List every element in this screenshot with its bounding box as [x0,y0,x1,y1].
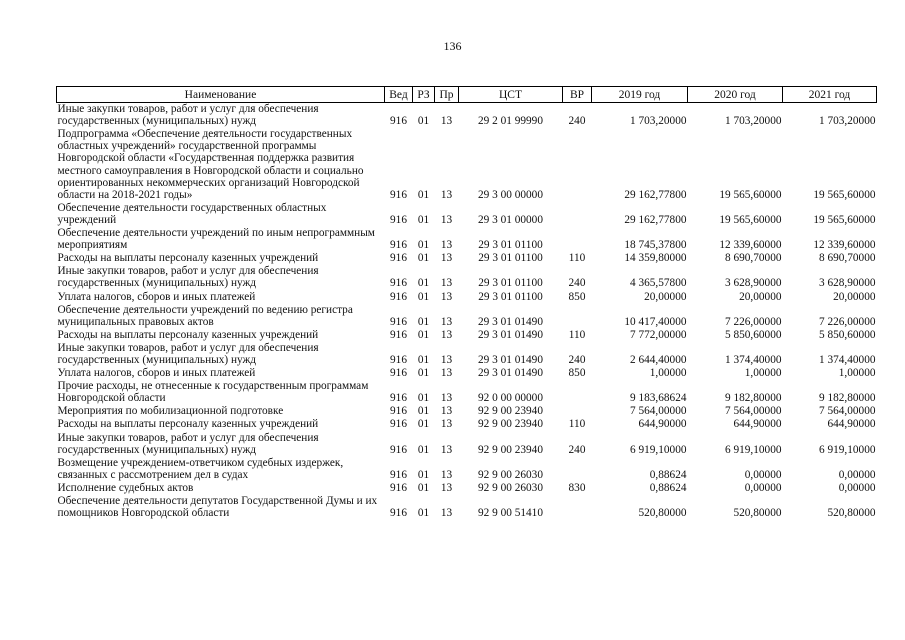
row-vr: 240 [568,115,586,128]
row-2019: 1,00000 [649,367,687,380]
row-pr: 13 [440,239,453,252]
row-2020: 1 703,20000 [725,115,782,128]
row-2019: 1 703,20000 [630,115,687,128]
row-2019: 644,90000 [638,418,687,431]
row-ved: 916 [390,252,407,265]
row-vr: 850 [568,367,586,380]
row-2020: 8 690,70000 [725,252,782,265]
row-rz: 01 [417,507,430,520]
row-vr [563,227,592,252]
row-ved: 916 [390,188,407,201]
table-row [57,367,877,380]
row-2020: 7 564,00000 [725,405,782,418]
row-2020: 3 628,90000 [725,277,782,290]
row-pr: 13 [440,418,453,431]
row-name: Мероприятия по мобилизационной подготовке [57,405,284,418]
row-rz: 01 [417,418,430,431]
header-vr: ВР [563,87,592,103]
row-ved: 916 [390,328,407,341]
header-name: Наименование [57,87,385,103]
row-name: Расходы на выплаты персоналу казенных учреждений [57,418,319,431]
row-rz: 01 [417,405,430,418]
header-2019: 2019 год [592,87,688,103]
row-2021: 0,00000 [838,481,876,494]
row-2021: 19 565,60000 [813,213,876,226]
row-2020: 7 226,00000 [725,315,782,328]
row-name: Расходы на выплаты персоналу казенных учреждений [57,252,319,265]
row-rz: 01 [417,188,430,201]
row-2020: 19 565,60000 [719,213,782,226]
table-row [57,482,877,495]
row-cst: 29 3 01 01490 [478,353,543,366]
row-vr: 850 [568,290,586,303]
row-2020: 1,00000 [744,367,782,380]
row-rz: 01 [417,252,430,265]
row-vr: 240 [568,277,586,290]
row-2021: 3 628,90000 [819,277,876,290]
row-2021: 20,00000 [833,290,876,303]
row-name: Иные закупки товаров, работ и услуг для обеспечения государственных (муниципальных) нужд [57,341,319,366]
row-name: Иные закупки товаров, работ и услуг для обеспечения государственных (муниципальных) нужд [57,103,319,128]
row-pr: 13 [440,252,453,265]
table-row [57,329,877,342]
row-2020: 9 182,80000 [725,392,782,405]
row-cst: 29 3 01 01490 [478,315,543,328]
table-row [57,432,877,457]
row-rz: 01 [417,367,430,380]
row-2019: 9 183,68624 [630,392,687,405]
row-2021: 520,80000 [827,507,876,520]
row-vr: 110 [568,418,586,431]
row-name: Иные закупки товаров, работ и услуг для обеспечения государственных (муниципальных) нужд [57,431,319,456]
row-ved: 916 [390,290,407,303]
row-2020: 0,00000 [744,468,782,481]
row-2021: 1,00000 [838,367,876,380]
row-2020: 0,00000 [744,481,782,494]
table-row [57,128,877,202]
row-cst: 29 2 01 99990 [478,115,543,128]
row-ved: 916 [390,468,407,481]
row-rz: 01 [417,481,430,494]
row-vr: 240 [568,353,586,366]
row-ved: 916 [390,418,407,431]
table-row [57,202,877,227]
row-cst: 92 9 00 26030 [478,468,543,481]
row-ved: 916 [390,405,407,418]
row-vr: 110 [568,328,586,341]
row-cst: 29 3 00 00000 [478,188,543,201]
row-name: Расходы на выплаты персоналу казенных учреждений [57,328,319,341]
row-2020: 19 565,60000 [719,188,782,201]
row-cst: 92 9 00 23940 [478,443,543,456]
row-ved: 916 [390,277,407,290]
row-pr: 13 [440,481,453,494]
row-cst: 29 3 01 01490 [478,328,543,341]
header-cst: ЦСТ [459,87,563,103]
row-ved: 916 [390,367,407,380]
table-row [57,457,877,482]
row-pr: 13 [440,328,453,341]
row-ved: 916 [390,239,407,252]
header-ved: Вед [385,87,413,103]
row-ved: 916 [390,507,407,520]
row-pr: 13 [440,188,453,201]
row-ved: 916 [390,392,407,405]
budget-table [56,86,877,520]
header-pr: Пр [435,87,459,103]
row-2019: 29 162,77800 [624,188,687,201]
row-2021: 5 850,60000 [819,328,876,341]
row-vr: 110 [568,252,586,265]
row-2020: 1 374,40000 [725,353,782,366]
table-header-row [57,87,877,103]
row-cst: 92 9 00 23940 [478,405,543,418]
row-2020: 6 919,10000 [725,443,782,456]
table-row [57,342,877,367]
row-pr: 13 [440,392,453,405]
row-cst: 92 9 00 51410 [478,507,543,520]
row-vr: 240 [568,443,586,456]
row-2019: 10 417,40000 [624,315,687,328]
row-vr [563,128,592,202]
table-row [57,418,877,431]
row-2021: 1 703,20000 [819,115,876,128]
row-cst: 92 9 00 26030 [478,481,543,494]
table-row [57,405,877,418]
row-2021: 644,90000 [827,418,876,431]
row-2021: 9 182,80000 [819,392,876,405]
row-pr: 13 [440,290,453,303]
row-name: Уплата налогов, сборов и иных платежей [57,367,256,380]
table-row [57,380,877,405]
row-2021: 7 564,00000 [819,405,876,418]
row-2019: 6 919,10000 [630,443,687,456]
row-name: Обеспечение деятельности учреждений по иным непрограммным мероприятиям [57,227,375,252]
table-body [57,103,877,521]
row-cst: 29 3 01 00000 [478,213,543,226]
table-row [57,291,877,304]
row-vr: 830 [568,481,586,494]
row-2019: 14 359,80000 [624,252,687,265]
row-ved: 916 [390,353,407,366]
row-2021: 0,00000 [838,468,876,481]
row-cst: 92 9 00 23940 [478,418,543,431]
row-2020: 644,90000 [733,418,782,431]
header-rz: РЗ [413,87,435,103]
row-ved: 916 [390,315,407,328]
row-rz: 01 [417,443,430,456]
table-row [57,252,877,265]
row-2020: 20,00000 [739,290,782,303]
row-rz: 01 [417,239,430,252]
row-name: Исполнение судебных актов [57,481,194,494]
row-vr [563,405,592,418]
row-pr: 13 [440,353,453,366]
row-2021: 1 374,40000 [819,353,876,366]
row-pr: 13 [440,315,453,328]
row-cst: 29 3 01 01490 [478,367,543,380]
row-name: Уплата налогов, сборов и иных платежей [57,290,256,303]
row-name: Прочие расходы, не отнесенные к государственным программам Новгородской области [57,380,369,405]
row-2019: 20,00000 [644,290,687,303]
row-rz: 01 [417,315,430,328]
page-number: 136 [443,39,462,53]
header-2020: 2020 год [688,87,783,103]
row-name: Обеспечение деятельности депутатов Государственной Думы и их помощников Новгородской области [57,495,378,520]
row-cst: 29 3 01 01100 [478,239,543,252]
row-vr [563,380,592,405]
row-pr: 13 [440,115,453,128]
table-row [57,265,877,290]
row-ved: 916 [390,443,407,456]
row-rz: 01 [417,115,430,128]
row-cst: 29 3 01 01100 [478,252,543,265]
row-rz: 01 [417,277,430,290]
table-row [57,103,877,129]
row-2019: 520,80000 [638,507,687,520]
row-2021: 6 919,10000 [819,443,876,456]
row-ved: 916 [390,213,407,226]
row-rz: 01 [417,213,430,226]
row-2019: 7 564,00000 [630,405,687,418]
row-2019: 4 365,57800 [630,277,687,290]
row-pr: 13 [440,507,453,520]
row-2019: 7 772,00000 [630,328,687,341]
header-2021: 2021 год [783,87,877,103]
row-2020: 12 339,60000 [719,239,782,252]
table-row [57,495,877,520]
table-row [57,227,877,252]
row-2019: 0,88624 [649,468,687,481]
row-name: Подпрограмма «Обеспечение деятельности государственных областных учреждений» государственной программы Новгородской области «Государственная поддержка развития местного самоуправления в Новгородской области и социально ориентированных некоммерческих организаций Новгородской области на 2018-2021 годы» [57,128,364,201]
row-2021: 12 339,60000 [813,239,876,252]
row-vr [563,304,592,329]
row-rz: 01 [417,353,430,366]
row-pr: 13 [440,443,453,456]
row-2019: 29 162,77800 [624,213,687,226]
row-name: Возмещение учреждением-ответчиком судебных издержек, связанных с рассмотрением дел в судах [57,456,344,481]
row-2020: 520,80000 [733,507,782,520]
row-pr: 13 [440,277,453,290]
row-ved: 916 [390,481,407,494]
row-cst: 29 3 01 01100 [478,277,543,290]
row-name: Обеспечение деятельности учреждений по ведению регистра муниципальных правовых актов [57,303,353,328]
row-rz: 01 [417,392,430,405]
row-rz: 01 [417,328,430,341]
row-2021: 19 565,60000 [813,188,876,201]
row-rz: 01 [417,468,430,481]
row-vr [563,457,592,482]
row-name: Иные закупки товаров, работ и услуг для обеспечения государственных (муниципальных) нужд [57,265,319,290]
row-pr: 13 [440,367,453,380]
row-vr [563,495,592,520]
row-ved: 916 [390,115,407,128]
row-cst: 29 3 01 01100 [478,290,543,303]
row-cst: 92 0 00 00000 [478,392,543,405]
row-2021: 8 690,70000 [819,252,876,265]
row-pr: 13 [440,405,453,418]
row-2021: 7 226,00000 [819,315,876,328]
row-2020: 5 850,60000 [725,328,782,341]
row-pr: 13 [440,213,453,226]
row-rz: 01 [417,290,430,303]
row-pr: 13 [440,468,453,481]
row-2019: 18 745,37800 [624,239,687,252]
row-2019: 2 644,40000 [630,353,687,366]
table-row [57,304,877,329]
row-2019: 0,88624 [649,481,687,494]
row-vr [563,202,592,227]
row-name: Обеспечение деятельности государственных областных учреждений [57,201,327,226]
